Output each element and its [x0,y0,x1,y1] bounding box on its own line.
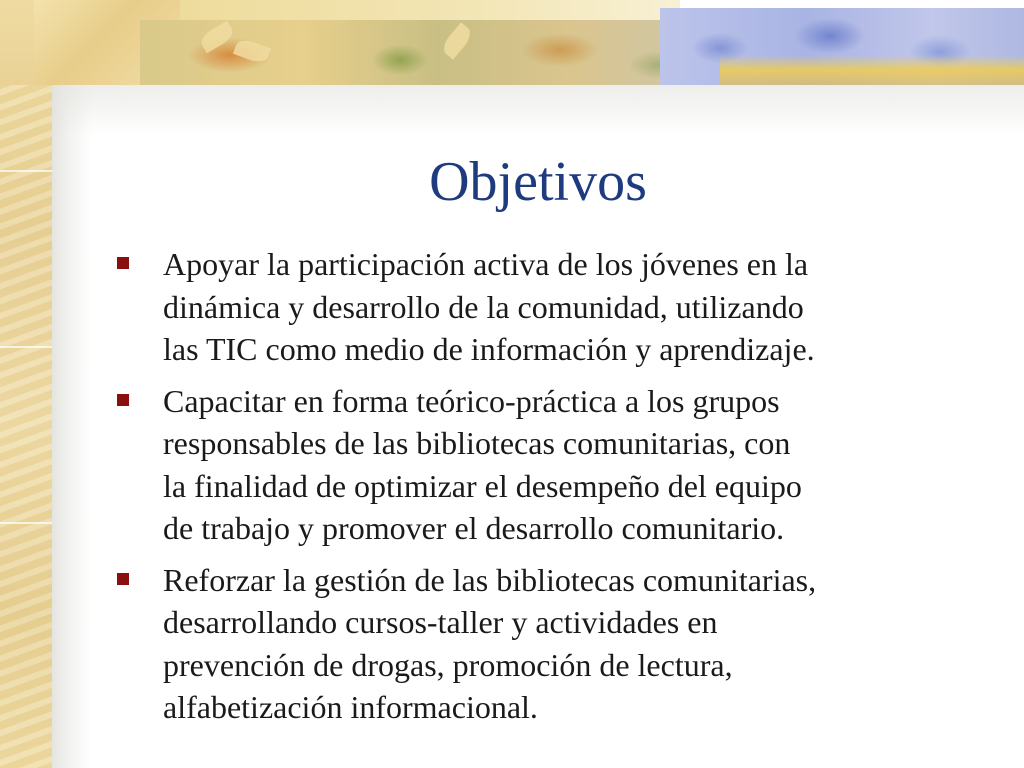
square-bullet-icon [117,573,129,585]
banner-ochre-strip [180,0,680,22]
bullet-line: Capacitar en forma teórico-práctica a los grupos [163,382,780,419]
bullet-line: Reforzar la gestión de las bibliotecas comunitarias, [163,561,817,598]
leaf-shape [439,22,475,60]
banner-gold-wave [720,55,1024,85]
square-bullet-icon [117,394,129,406]
bullet-item [114,559,994,729]
square-bullet-icon [117,257,129,269]
bullet-line: Apoyar la participación activa de los jóvenes en la [163,246,809,282]
panel-top-shadow [52,85,1024,135]
bullet-item [114,380,994,550]
left-decorative-strip [0,0,52,768]
bullet-line: responsables de las bibliotecas comunitarias, con [163,425,791,461]
bullet-list [114,243,994,738]
slide-title: Objetivos [429,151,647,213]
bullet-line: desarrollando cursos-taller y actividades en [163,604,718,640]
bullet-line: alfabetización informacional. [163,689,538,725]
leaf-shape [233,37,271,66]
bullet-line: prevención de drogas, promoción de lectura, [163,646,733,683]
bullet-line: las TIC como medio de información y aprendizaje. [163,331,815,367]
strip-seam [0,170,52,172]
bullet-line: dinámica y desarrollo de la comunidad, utilizando [163,288,804,325]
bullet-item [114,243,994,371]
bullet-line: de trabajo y promover el desarrollo comunitario. [163,510,785,546]
strip-seam [0,346,52,348]
banner-white-gap [680,0,1024,8]
bullet-line: la finalidad de optimizar el desempeño del equipo [163,467,802,504]
banner-leaves-image [140,20,680,85]
strip-seam [0,522,52,524]
leaf-shape [198,21,236,54]
